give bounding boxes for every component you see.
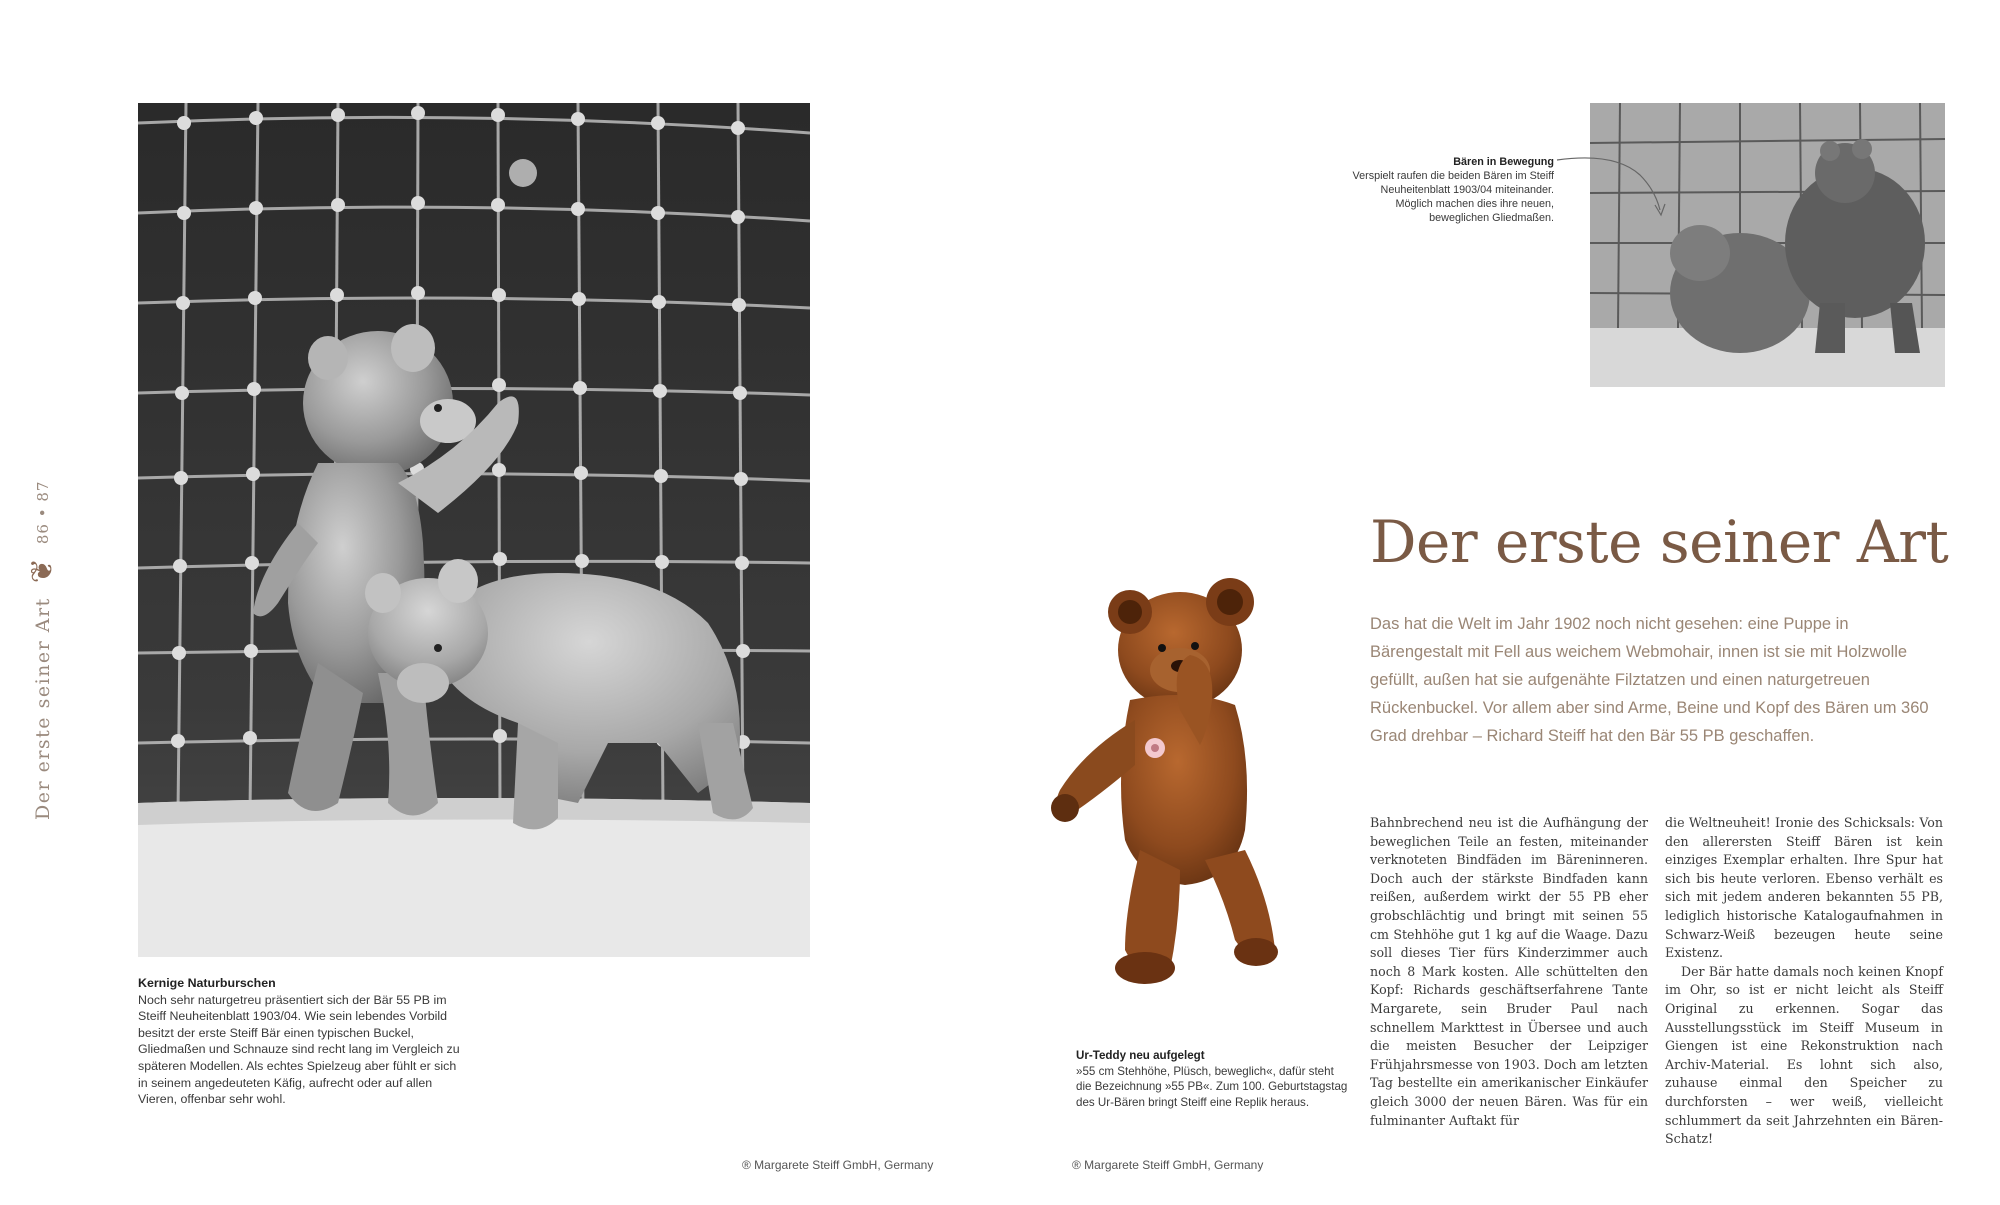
article-paragraph: die Weltneuheit! Ironie des Schicksals: Von den allerersten Steiff Bären ist kein einziges Exemplar erhalten. Ihre Spur hat sich bis heute verloren. Ebenso verhält es sich mit jedem anderen bekannten 55 PB, lediglich historische Katalogaufnahmen in Schwarz-Weiß bezeugen heute seine Existenz.: [1665, 815, 1943, 961]
article-lead: Das hat die Welt im Jahr 1902 noch nicht gesehen: eine Puppe in Bärengestalt mit Fell aus weichem Webmohair, innen ist sie mit Holzwolle gefüllt, außen hat sie aufgenähte Filztatzen und einen naturgetreuen Rückenbuckel. Vor allem aber sind Arme, Beine und Kopf des Bären um 360 Grad drehbar – Richard Steiff hat den Bär 55 PB geschaffen.: [1370, 615, 1929, 745]
caption-teddy-text: »55 cm Stehhöhe, Plüsch, beweglich«, dafür steht die Bezeichnung »55 PB«. Zum 100. Geburtstagstag des Ur-Bären bringt Steiff eine Replik heraus.: [1076, 1064, 1348, 1109]
photo-credit: ® Margarete Steiff GmbH, Germany: [1072, 1158, 1264, 1172]
photo-credit: ® Margarete Steiff GmbH, Germany: [742, 1158, 934, 1172]
caption-small-text: Verspielt raufen die beiden Bären im Steiff Neuheitenblatt 1903/04 miteinander. Möglich machen dies ihre neuen, beweglichen Gliedmaßen.: [1352, 170, 1554, 224]
article-column-1: [1370, 814, 1648, 1130]
spine-title: Der erste seiner Art: [32, 597, 54, 820]
article-paragraph: Bahnbrechend neu ist die Aufhängung der beweglichen Teile an festen, miteinander verknoteten Bindfäden im Bäreninneren. Doch auch der stärkste Bindfaden kann reißen, außerdem wirkt der 55 PB eher grobschlächtig und bringt mit seinen 55 cm Stehhöhe gut 1 kg auf die Waage. Dazu soll dieses Tier fürs Kinderzimmer auch noch 8 Mark kosten. Alle schüttelten den Kopf: Richards geschäftserfahrene Tante Margarete, sein Bruder Paul nach schnellem Markttest in Übersee und auch die meisten Besucher der Leipziger Frühjahrsmesse von 1903. Doch am letzten Tag bestellte ein amerikanischer Einkäufer gleich 3000 der neuen Bären. Was für ein fulminanter Auftakt für: [1370, 815, 1648, 1128]
caption-teddy-photo: [1076, 1048, 1351, 1110]
caption-small-title: Bären in Bewegung: [1453, 156, 1554, 168]
photo-ur-teddy-replica: [1030, 570, 1350, 1010]
spine: [22, 480, 62, 830]
caption-main-text: Noch sehr naturgetreu präsentiert sich der Bär 55 PB im Steiff Neuheitenblatt 1903/04. Wie sein lebendes Vorbild besitzt der erste Steiff Bär einen typischen Buckel, Gliedmaßen und Schnauze sind recht lang im Vergleich zu späteren Modellen. Als echtes Spielzeug aber fühlt er sich in seinem angedeuteten Käfig, aufrecht oder auf allen Vieren, offenbar sehr wohl.: [138, 992, 460, 1107]
photo-two-bears-cage: [138, 103, 810, 957]
photo-bears-in-motion: [1590, 103, 1945, 387]
article-paragraph: Der Bär hatte damals noch keinen Knopf im Ohr, so ist er nicht leicht als Steiff Original zu erkennen. Sogar das Ausstellungsstück im Steiff Museum in Giengen ist eine Rekonstruktion nach Archiv-Material. Es lohnt sich also, zuhause einmal den Speicher zu durchforsten – wer weiß, vielleicht schlummert da seit Jahrzehnten ein Bären-Schatz!: [1665, 963, 1943, 1147]
caption-small-photo: [1348, 155, 1554, 225]
article-column-2: [1665, 814, 1943, 1149]
pointer-arrow-icon: [1555, 150, 1675, 220]
page-numbers: 86 • 87: [34, 480, 52, 545]
caption-main-photo: [138, 975, 468, 1108]
caption-teddy-title: Ur-Teddy neu aufgelegt: [1076, 1049, 1205, 1062]
caption-main-title: Kernige Naturburschen: [138, 976, 276, 990]
article-heading: Der erste seiner Art: [1370, 508, 1949, 576]
swirl-ornament-icon: ❦: [25, 558, 60, 584]
